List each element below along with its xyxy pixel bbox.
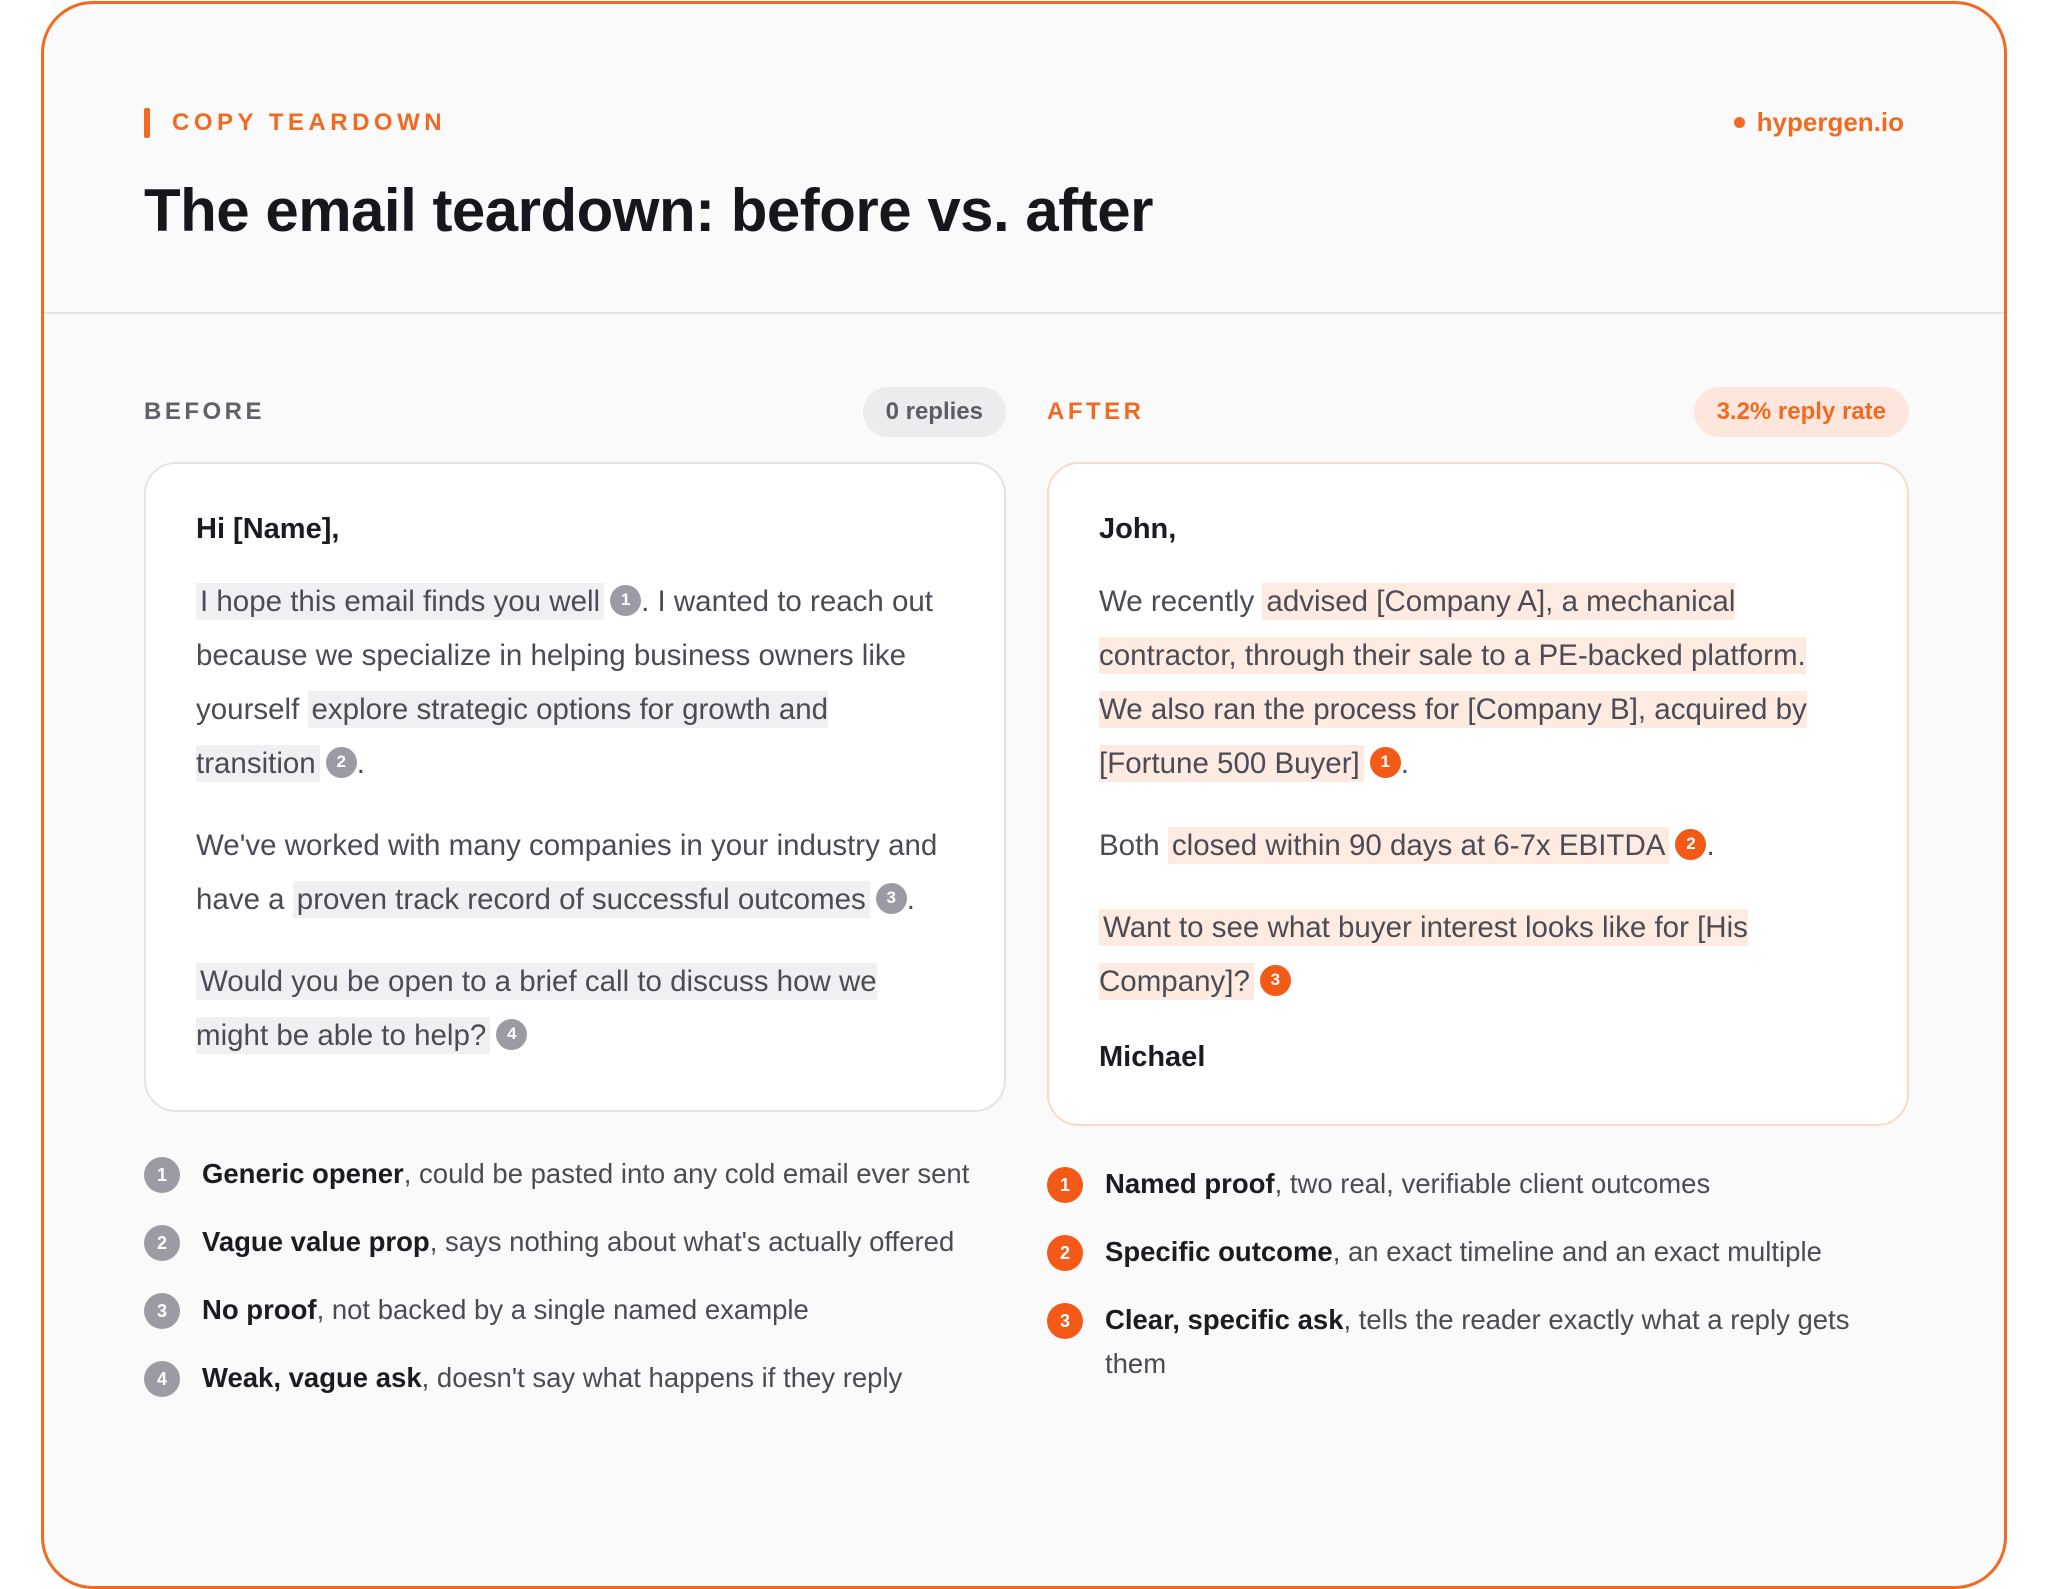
- after-column: [1047, 384, 1909, 1410]
- before-marker-1: 1: [610, 585, 641, 616]
- note-detail: , an exact timeline and an exact multiple: [1332, 1236, 1822, 1267]
- after-text: .: [1400, 747, 1409, 780]
- before-marker-4: 4: [496, 1019, 527, 1050]
- before-email-card: [144, 462, 1006, 1112]
- before-replies-badge: 0 replies: [863, 387, 1006, 437]
- after-signoff: Michael: [1099, 1041, 1206, 1073]
- note-marker: 3: [1047, 1303, 1083, 1339]
- before-text: We've worked with many companies in your industry and have a: [196, 829, 938, 916]
- note-detail: , tells the reader exactly what a reply gets them: [1105, 1304, 1850, 1379]
- before-text: . I wanted to reach out because we specialize in helping business owners like yourself: [196, 585, 933, 726]
- note-title: Weak, vague ask: [202, 1362, 422, 1393]
- note-detail: , says nothing about what's actually offered: [429, 1226, 955, 1257]
- note-text: [1105, 1162, 1710, 1206]
- note-marker: 1: [1047, 1167, 1083, 1203]
- after-marker-1: 1: [1370, 747, 1401, 778]
- after-column-header: [1047, 384, 1909, 440]
- before-notes: [144, 1152, 1006, 1400]
- note-item: [1047, 1230, 1909, 1274]
- after-paragraph-3: [1099, 901, 1857, 1009]
- after-text: Both: [1099, 829, 1168, 862]
- before-paragraph-2: [196, 819, 954, 927]
- note-item: [144, 1220, 1006, 1264]
- eyebrow: [144, 108, 446, 138]
- note-text: [1105, 1298, 1909, 1386]
- before-column: [144, 384, 1006, 1424]
- note-marker: 3: [144, 1293, 180, 1329]
- after-email-card: [1047, 462, 1909, 1126]
- after-highlight-1: advised [Company A], a mechanical contractor, through their sale to a PE-backed platform. We also ran the process for [Company B], acquired by [Fortune 500 Buyer]: [1099, 585, 1807, 780]
- before-marker-2: 2: [326, 747, 357, 778]
- eyebrow-bar: [144, 108, 150, 138]
- note-marker: 2: [144, 1225, 180, 1261]
- after-notes: [1047, 1162, 1909, 1386]
- note-title: Clear, specific ask: [1105, 1304, 1344, 1335]
- note-item: [1047, 1298, 1909, 1386]
- note-text: [202, 1288, 809, 1332]
- note-text: [202, 1220, 954, 1264]
- note-text: [202, 1356, 902, 1400]
- before-paragraph-1: [196, 575, 954, 791]
- after-text: .: [1706, 829, 1715, 862]
- after-reply-rate-badge: 3.2% reply rate: [1694, 387, 1909, 437]
- note-item: [144, 1356, 1006, 1400]
- note-marker: 4: [144, 1361, 180, 1397]
- before-highlight-2: explore strategic options for growth and transition: [196, 693, 829, 780]
- note-marker: 2: [1047, 1235, 1083, 1271]
- after-marker-3: 3: [1260, 965, 1291, 996]
- after-highlight-2: closed within 90 days at 6-7x EBITDA: [1168, 827, 1670, 864]
- after-text: We recently: [1099, 585, 1263, 618]
- after-greeting: John,: [1099, 513, 1177, 545]
- before-marker-3: 3: [876, 883, 907, 914]
- note-marker: 1: [144, 1157, 180, 1193]
- note-title: No proof: [202, 1294, 317, 1325]
- note-item: [1047, 1162, 1909, 1206]
- note-title: Vague value prop: [202, 1226, 430, 1257]
- after-marker-2: 2: [1675, 829, 1706, 860]
- after-label: AFTER: [1047, 398, 1145, 425]
- note-title: Named proof: [1105, 1168, 1275, 1199]
- before-label: BEFORE: [144, 398, 266, 425]
- brand-dot-icon: [1734, 117, 1745, 128]
- note-detail: , two real, verifiable client outcomes: [1274, 1168, 1711, 1199]
- note-title: Specific outcome: [1105, 1236, 1333, 1267]
- before-column-header: [144, 384, 1006, 440]
- note-detail: , doesn't say what happens if they reply: [421, 1362, 903, 1393]
- brand-name: hypergen.io: [1756, 107, 1904, 137]
- note-text: [1105, 1230, 1822, 1274]
- page-title: The email teardown: before vs. after: [144, 177, 1153, 244]
- note-text: [202, 1152, 969, 1196]
- brand: [1734, 107, 1904, 138]
- before-text: .: [906, 883, 915, 916]
- before-highlight-1: I hope this email finds you well: [196, 583, 604, 620]
- note-item: [144, 1288, 1006, 1332]
- before-paragraph-3: [196, 955, 954, 1063]
- before-highlight-3: proven track record of successful outcomes: [293, 881, 870, 918]
- eyebrow-label: COPY TEARDOWN: [172, 109, 447, 136]
- note-item: [144, 1152, 1006, 1196]
- before-highlight-4: Would you be open to a brief call to discuss how we might be able to help?: [196, 965, 877, 1052]
- after-paragraph-2: [1099, 819, 1857, 873]
- note-detail: , could be pasted into any cold email ever sent: [403, 1158, 970, 1189]
- after-highlight-3: Want to see what buyer interest looks like for [His Company]?: [1099, 911, 1748, 998]
- before-greeting: Hi [Name],: [196, 513, 340, 545]
- note-title: Generic opener: [202, 1158, 404, 1189]
- after-paragraph-1: [1099, 575, 1857, 791]
- note-detail: , not backed by a single named example: [316, 1294, 809, 1325]
- teardown-card: [41, 1, 2007, 1589]
- header: [44, 4, 2004, 314]
- before-text: .: [356, 747, 365, 780]
